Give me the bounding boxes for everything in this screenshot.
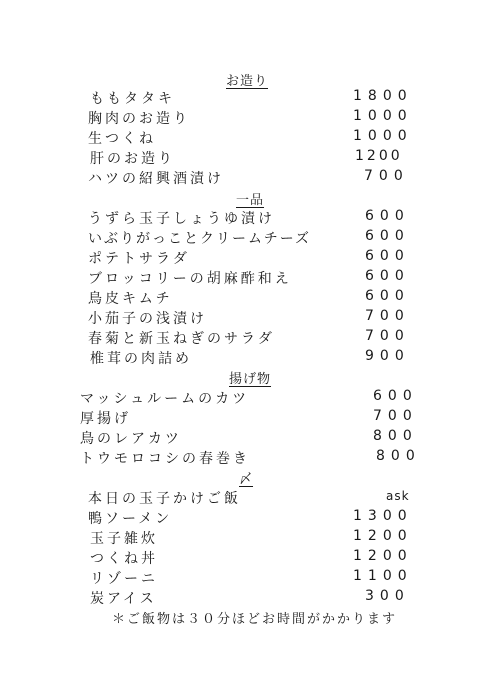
menu-item-name: 胸肉のお造り (88, 111, 190, 127)
menu-item-name: 小茄子の浅漬け (88, 311, 207, 327)
menu-item-name: ブロッコリーの胡麻酢和え (88, 271, 292, 287)
menu-item-price: 1000 (353, 108, 413, 124)
menu-item-name: 玉子雑炊 (90, 531, 158, 547)
menu-item-name: 鴨ソーメン (88, 511, 173, 527)
menu-item-price: 700 (364, 168, 409, 184)
menu-item-name: ももタタキ (90, 91, 175, 107)
menu-item-price: 600 (365, 288, 410, 304)
menu-item-name: ハツの紹興酒漬け (88, 171, 224, 187)
menu-item-name: うずら玉子しょうゆ漬け (88, 211, 275, 227)
menu-item-price: 1200 (353, 548, 413, 564)
menu-item-price: 1800 (353, 88, 413, 104)
menu-item-name: 生つくね (88, 131, 156, 147)
menu-item-name: 鳥のレアカツ (80, 431, 182, 447)
menu-item-name: 鳥皮キムチ (88, 291, 173, 307)
section-title-otsukuri: お造り (226, 74, 269, 89)
menu-item-price: 1100 (353, 568, 413, 584)
section-title-ippin: 一品 (236, 193, 265, 208)
menu-item-price: ask (386, 489, 410, 503)
menu-item-price: 600 (365, 228, 410, 244)
menu-item-price: 600 (373, 388, 418, 404)
menu-item-price: 700 (365, 308, 410, 324)
menu-item-price: 800 (376, 448, 421, 464)
menu-item-name: 炭アイス (90, 591, 157, 607)
menu-item-name: 椎茸の肉詰め (90, 351, 192, 367)
menu-item-price: 1300 (353, 508, 413, 524)
menu-item-name: いぶりがっことクリームチーズ (88, 231, 312, 247)
footnote: ＊ご飯物は３０分ほどお時間がかかります (112, 612, 398, 627)
menu-item-name: 厚揚げ (80, 411, 131, 427)
menu-item-name: ポテトサラダ (88, 251, 190, 267)
menu-item-price: 1200 (353, 528, 413, 544)
menu-item-price: 700 (373, 408, 418, 424)
menu-item-price: 300 (365, 588, 410, 604)
menu-item-price: 1000 (353, 128, 413, 144)
menu-item-price: 800 (373, 428, 418, 444)
menu-item-name: 肝のお造り (90, 151, 175, 167)
section-title-agemono: 揚げ物 (229, 372, 272, 387)
menu-item-price: 700 (365, 328, 410, 344)
menu-item-price: 900 (365, 348, 410, 364)
menu-item-price: 1200 (355, 148, 403, 164)
menu-item-name: トウモロコシの春巻き (80, 451, 250, 467)
menu-item-name: つくね丼 (90, 551, 158, 567)
section-title-shime: 〆 (239, 472, 254, 487)
menu-item-name: 春菊と新玉ねぎのサラダ (88, 331, 275, 347)
menu-item-price: 600 (365, 208, 410, 224)
menu-item-name: 本日の玉子かけご飯 (88, 491, 241, 507)
menu-item-price: 600 (365, 248, 410, 264)
menu-item-name: リゾーニ (90, 571, 158, 587)
menu-item-price: 600 (365, 268, 410, 284)
menu-item-name: マッシュルームのカツ (80, 391, 250, 407)
